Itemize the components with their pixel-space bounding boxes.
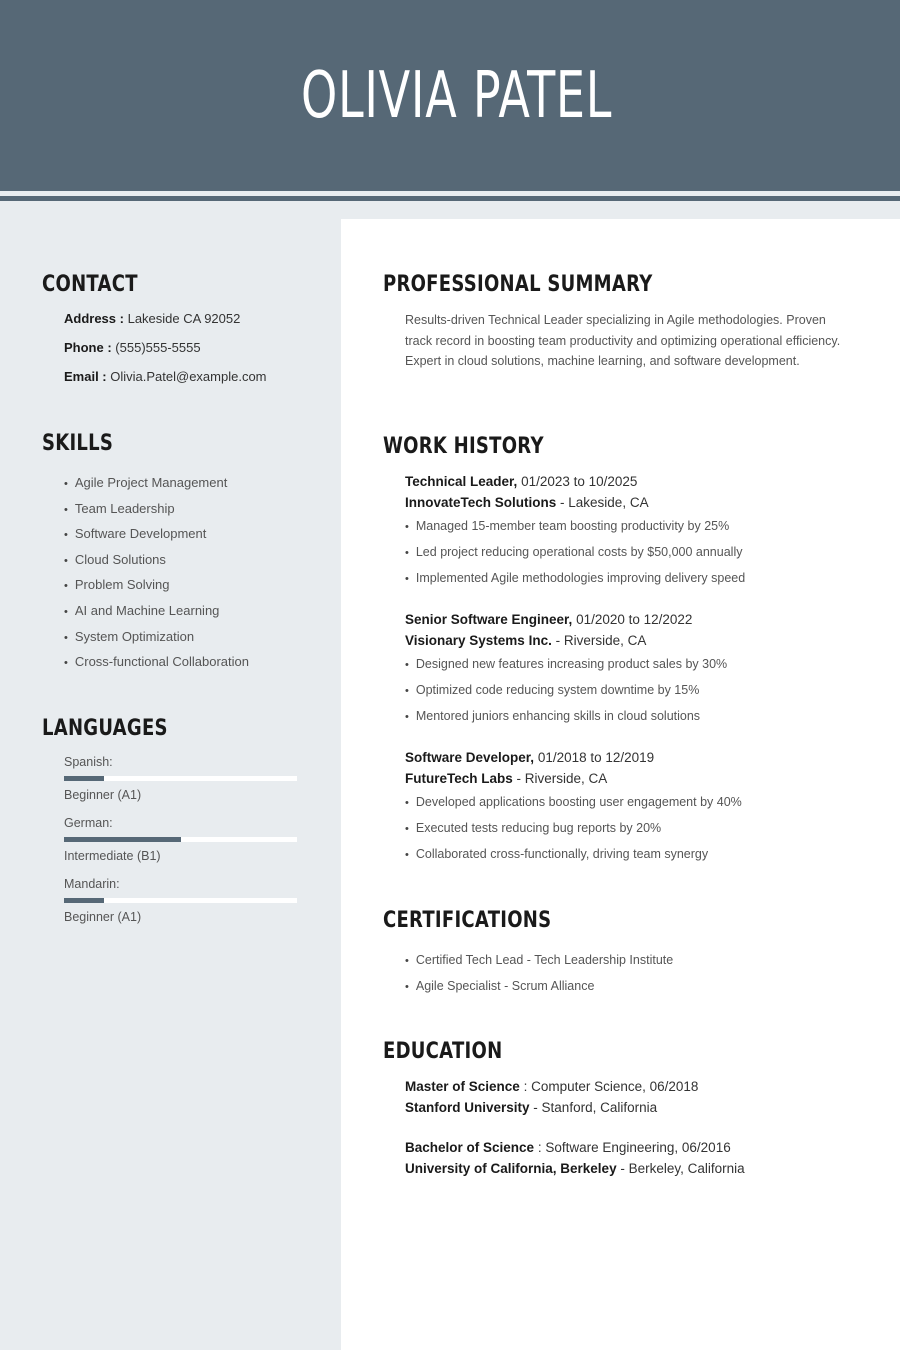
contact-phone — [64, 340, 201, 355]
job-bullet: • Optimized code reducing system downtime by 15% — [405, 681, 875, 707]
contact-address — [64, 311, 240, 326]
candidate-name: OLIVIA PATEL — [300, 58, 613, 133]
work-history-heading: WORK HISTORY — [383, 434, 544, 459]
job-title-line — [405, 471, 875, 492]
skill-item: • Cross-functional Collaboration — [64, 653, 249, 679]
job-bullet: • Implemented Agile methodologies improving delivery speed — [405, 569, 875, 595]
job-role: Senior Software Engineer, — [405, 612, 573, 627]
job-dates: 01/2020 to 12/2022 — [576, 612, 693, 627]
education-degree-line — [405, 1137, 875, 1158]
skills-heading: SKILLS — [42, 431, 114, 456]
job-bullet: • Led project reducing operational costs by $50,000 annually — [405, 543, 875, 569]
contact-email — [64, 369, 267, 384]
job-location: - Riverside, CA — [555, 633, 647, 648]
job-company-line — [405, 768, 875, 789]
education-entry — [405, 1137, 875, 1179]
contact-heading: CONTACT — [42, 272, 138, 297]
education-field: : Computer Science, 06/2018 — [523, 1079, 699, 1094]
job-bullets — [405, 793, 875, 870]
language-level: Beginner (A1) — [64, 910, 142, 924]
job-bullet: • Managed 15-member team boosting productivity by 25% — [405, 517, 875, 543]
job-title-line — [405, 747, 875, 768]
job-title-line — [405, 609, 875, 630]
address-value: Lakeside CA 92052 — [127, 311, 241, 326]
languages-heading: LANGUAGES — [42, 716, 168, 741]
job-role: Technical Leader, — [405, 474, 518, 489]
job-bullet: • Executed tests reducing bug reports by 20% — [405, 819, 875, 845]
education-degree: Bachelor of Science — [405, 1140, 535, 1155]
language-proficiency-bar — [64, 837, 297, 842]
job-entry — [405, 471, 875, 594]
summary-text: Results-driven Technical Leader specializing in Agile methodologies. Proven track record in boosting team productivity and optimizing operational efficiency. Expert in cloud solutions, machine learning, and software development. — [405, 313, 841, 368]
language-proficiency-fill — [64, 837, 181, 842]
language-name: German: — [64, 816, 113, 830]
job-entry — [405, 609, 875, 732]
education-location: - Stanford, California — [533, 1100, 658, 1115]
email-value: Olivia.Patel@example.com — [110, 369, 267, 384]
job-company-line — [405, 492, 875, 513]
education-degree: Master of Science — [405, 1079, 520, 1094]
skill-item: • AI and Machine Learning — [64, 602, 249, 628]
job-company-line — [405, 630, 875, 651]
job-bullet: • Developed applications boosting user engagement by 40% — [405, 793, 875, 819]
job-bullets — [405, 655, 875, 732]
language-level: Beginner (A1) — [64, 788, 142, 802]
skill-item: • Software Development — [64, 525, 249, 551]
language-name: Mandarin: — [64, 877, 120, 891]
language-item-spanish — [64, 755, 297, 802]
header-banner — [0, 0, 900, 191]
certification-item: • Agile Specialist - Scrum Alliance — [405, 977, 673, 1003]
skill-item: • Team Leadership — [64, 500, 249, 526]
skill-item: • Cloud Solutions — [64, 551, 249, 577]
job-company: FutureTech Labs — [405, 771, 513, 786]
job-bullets — [405, 517, 875, 594]
education-school-line — [405, 1097, 875, 1118]
skills-list — [64, 474, 249, 679]
language-item-german — [64, 816, 297, 863]
education-heading: EDUCATION — [383, 1039, 503, 1064]
job-dates: 01/2023 to 10/2025 — [521, 474, 638, 489]
job-location: - Riverside, CA — [516, 771, 608, 786]
certifications-list — [405, 951, 673, 1002]
job-company: Visionary Systems Inc. — [405, 633, 552, 648]
language-proficiency-bar — [64, 776, 297, 781]
job-bullet: • Mentored juniors enhancing skills in cloud solutions — [405, 707, 875, 733]
job-location: - Lakeside, CA — [560, 495, 649, 510]
education-school: University of California, Berkeley — [405, 1161, 617, 1176]
education-field: : Software Engineering, 06/2016 — [537, 1140, 731, 1155]
job-entry — [405, 747, 875, 870]
education-school-line — [405, 1158, 875, 1179]
skill-item: • Agile Project Management — [64, 474, 249, 500]
skill-item: • Problem Solving — [64, 576, 249, 602]
phone-label: Phone : — [64, 340, 112, 355]
summary-heading: PROFESSIONAL SUMMARY — [383, 272, 653, 297]
language-proficiency-fill — [64, 776, 104, 781]
job-dates: 01/2018 to 12/2019 — [537, 750, 655, 765]
language-name: Spanish: — [64, 755, 113, 769]
language-level: Intermediate (B1) — [64, 849, 161, 863]
job-role: Software Developer, — [405, 750, 535, 765]
education-degree-line — [405, 1076, 875, 1097]
education-entry — [405, 1076, 875, 1118]
skill-item: • System Optimization — [64, 628, 249, 654]
job-bullet: • Collaborated cross-functionally, driving team synergy — [405, 845, 875, 871]
language-proficiency-fill — [64, 898, 104, 903]
language-proficiency-bar — [64, 898, 297, 903]
job-company: InnovateTech Solutions — [405, 495, 557, 510]
education-school: Stanford University — [405, 1100, 530, 1115]
education-location: - Berkeley, California — [620, 1161, 745, 1176]
email-label: Email : — [64, 369, 107, 384]
language-item-mandarin — [64, 877, 297, 924]
job-bullet: • Designed new features increasing product sales by 30% — [405, 655, 875, 681]
certifications-heading: CERTIFICATIONS — [383, 908, 552, 933]
certification-item: • Certified Tech Lead - Tech Leadership Institute — [405, 951, 673, 977]
phone-value: (555)555-5555 — [115, 340, 201, 355]
address-label: Address : — [64, 311, 124, 326]
